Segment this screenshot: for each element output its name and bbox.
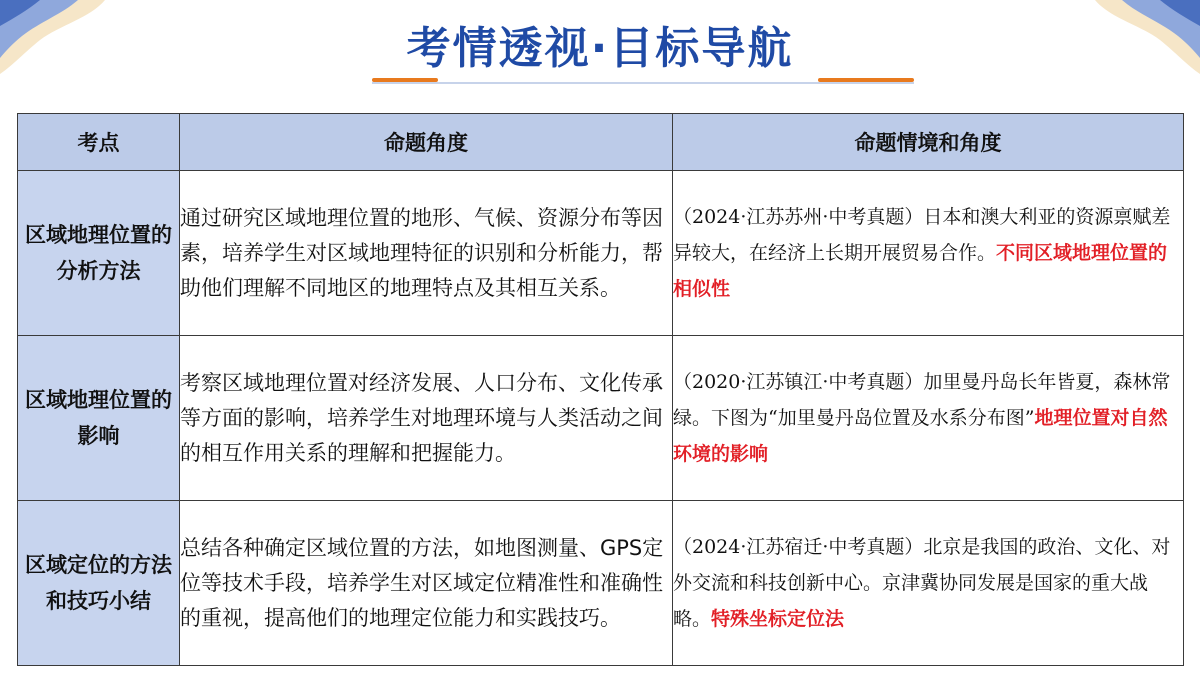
title-accent-line-left [372,78,438,82]
title-underline [372,82,914,84]
exam-point-cell: 区域地理位置的影响 [18,336,180,501]
header-question-angle: 命题角度 [180,114,673,171]
header-question-context: 命题情境和角度 [673,114,1184,171]
table-row [18,501,1184,666]
question-context-cell [673,501,1184,666]
table-header-row [18,114,1184,171]
question-context-cell [673,336,1184,501]
table-row [18,171,1184,336]
question-context-cell [673,171,1184,336]
context-highlight: 特殊坐标定位法 [711,608,845,630]
page-title: 考情透视·目标导航 [406,23,794,74]
context-text: （2024·江苏苏州·中考真题）日本和澳大利亚的资源禀赋差异较大，在经济上长期开展贸易合作。 [673,206,1171,264]
header-exam-point: 考点 [18,114,180,171]
context-highlight: 地理位置对自然环境的影响 [673,407,1168,465]
question-angle-cell: 总结各种确定区域位置的方法，如地图测量、GPS定位等技术手段，培养学生对区域定位精准性和准确性的重视，提高他们的地理定位能力和实践技巧。 [180,501,673,666]
context-text: （2024·江苏宿迁·中考真题）北京是我国的政治、文化、对外交流和科技创新中心。京津冀协同发展是国家的重大战略。 [673,536,1171,630]
context-text: （2020·江苏镇江·中考真题）加里曼丹岛长年皆夏，森林常绿。下图为“加里曼丹岛位置及水系分布图” [673,371,1171,429]
exam-point-cell: 区域地理位置的分析方法 [18,171,180,336]
table-row [18,336,1184,501]
question-angle-cell: 考察区域地理位置对经济发展、人口分布、文化传承等方面的影响，培养学生对地理环境与人类活动之间的相互作用关系的理解和把握能力。 [180,336,673,501]
context-highlight: 不同区域地理位置的相似性 [673,242,1168,300]
exam-point-cell: 区域定位的方法和技巧小结 [18,501,180,666]
title-accent-line-right [818,78,914,82]
exam-analysis-table [17,113,1184,666]
question-angle-cell: 通过研究区域地理位置的地形、气候、资源分布等因素，培养学生对区域地理特征的识别和分析能力，帮助他们理解不同地区的地理特点及其相互关系。 [180,171,673,336]
